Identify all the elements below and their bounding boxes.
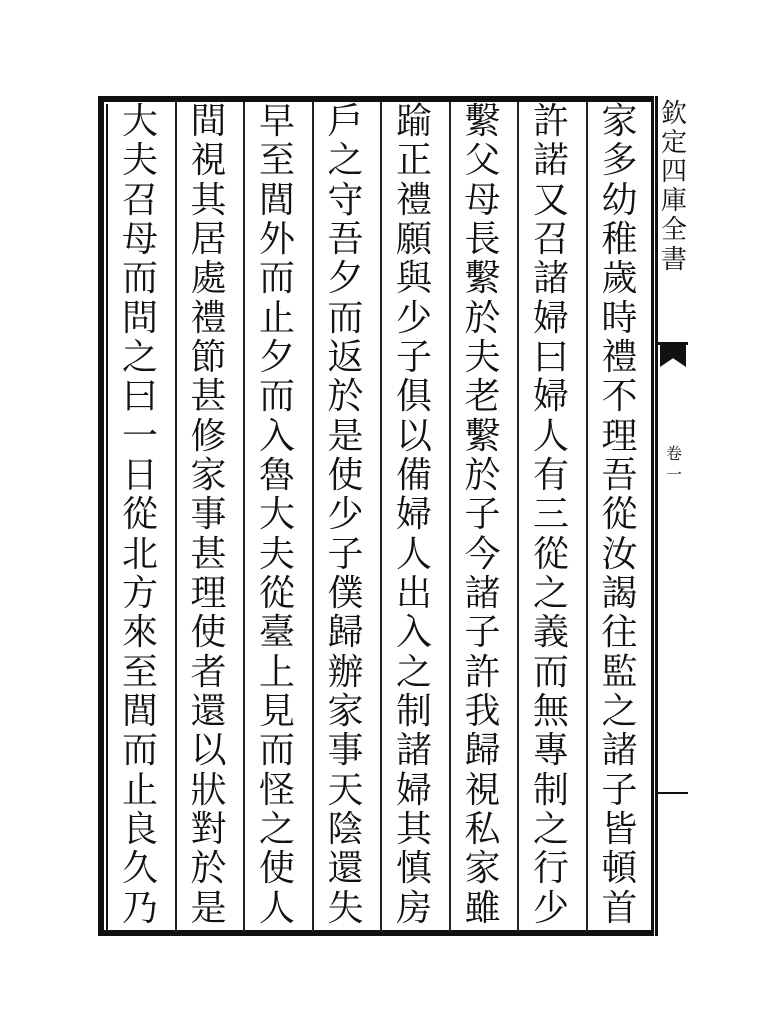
- margin-volume-label: 卷 一: [665, 444, 682, 484]
- fishtail-mark: [660, 345, 686, 367]
- text-column: 家 多 幼 稚 歲 時 禮 不 理 吾 從 汝 謁 往 監 之 諸 子 皆 頓 首: [601, 101, 638, 929]
- column-divider: [449, 102, 451, 932]
- frame-inner-rule: [106, 104, 108, 930]
- margin-rule-lower: [658, 792, 688, 794]
- text-column: 戶 之 守 吾 夕 而 返 於 是 使 少 子 僕 歸 辦 家 事 天 陰 還 失: [327, 101, 364, 929]
- frame-right-rule: [655, 96, 658, 936]
- text-column: 間 視 其 居 處 禮 節 甚 修 家 事 甚 理 使 者 還 以 狀 對 於 是: [190, 101, 227, 929]
- column-divider: [586, 102, 588, 932]
- margin-book-title: 欽 定 四 庫 全 書: [660, 99, 687, 275]
- text-column: 繫 父 母 長 繫 於 夫 老 繫 於 子 今 諸 子 許 我 歸 視 私 家 雖: [464, 101, 501, 929]
- margin-rule: [658, 342, 688, 345]
- text-column: 踰 正 禮 願 與 少 子 俱 以 備 婦 人 出 入 之 制 諸 婦 其 慎 房: [395, 101, 432, 929]
- column-divider: [380, 102, 382, 932]
- text-column: 早 至 閭 外 而 止 夕 而 入 魯 大 夫 從 臺 上 見 而 怪 之 使 人: [258, 101, 295, 929]
- column-divider: [175, 102, 177, 932]
- column-divider: [243, 102, 245, 932]
- column-divider: [312, 102, 314, 932]
- text-column: 許 諾 又 召 諸 婦 曰 婦 人 有 三 從 之 義 而 無 專 制 之 行 少: [532, 101, 569, 929]
- text-column: 大 夫 召 母 而 問 之 曰 一 日 從 北 方 來 至 閭 而 止 良 久 乃: [121, 101, 158, 929]
- column-divider: [517, 102, 519, 932]
